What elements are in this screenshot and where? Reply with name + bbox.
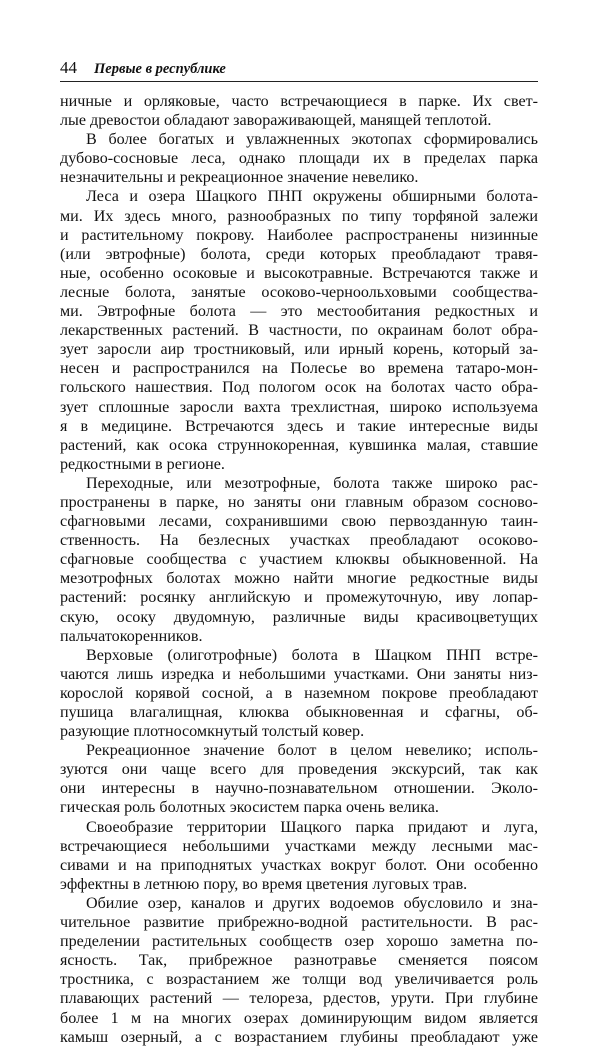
text-line: редкостными в регионе. [60,455,225,473]
paragraph [60,187,538,473]
text-line: тростника, с возрастанием же толщи вод увеличивается роль [60,971,538,989]
text-line: ми. Эвтрофные болота — это местообитания редкостных и [60,303,538,321]
text-line: незначительны и рекреационное значение невелико. [60,169,419,187]
text-line: более 1 м на многих озерах доминирующим видом является [60,1009,538,1027]
text-line: сфагновые сообщества с участием клюквы обыкновенной. На [60,551,538,569]
text-line: ственность. На безлесных участках преобладают осоково- [60,532,538,550]
text-line: несен и распространился на Полесье во времена татаро-мон- [60,360,538,378]
paragraph [60,894,538,1047]
text-line: Рекреационное значение болот в целом невелико; исполь- [86,742,538,760]
text-line: ми. Их здесь много, разнообразных по типу торфяной залежи [60,207,538,225]
text-line: Верховые (олиготрофные) болота в Шацком ПНП встре- [86,646,538,664]
text-line: зует сплошные заросли вахта трехлистная, широко используема [60,398,538,416]
text-line: камыш озерный, а с возрастанием глубины преобладают уже [60,1028,538,1046]
text-line: сфагновыми лесами, сохранившими свою первозданную таин- [60,513,538,531]
text-line: Обилие озер, каналов и других водоемов обусловило и зна- [86,894,538,912]
text-line: дубово-сосновые леса, однако площади их в пределах парка [60,150,538,168]
text-line: пространены в парке, но заняты они главным образом сосново- [60,493,538,511]
text-line: чительное развитие прибрежно-водной растительности. В рас- [60,914,538,932]
text-line: зуются они чаще всего для проведения экскурсий, так как [60,761,538,779]
text-line: лесные болота, занятые осоково-черноольховыми сообщества- [60,283,538,301]
text-line: встречающиеся небольшими участками между лесными мас- [60,837,538,855]
text-line: пушица влагалищная, клюква обыкновенная и сфагны, об- [60,704,538,721]
text-line: лые древостои обладают завораживающей, манящей теплотой. [60,112,492,130]
text-line: разующие плотносомкнутый толстый ковер. [60,723,365,741]
text-line: Своеобразие территории Шацкого парка придают и луга, [86,818,538,836]
text-line: мезотрофных болотах можно найти многие редкостные виды [60,570,538,588]
text-line: ничные и орляковые, часто встречающиеся в парке. Их свет- [60,93,538,110]
text-line: эффектны в летнюю пору, во время цветения луговых трав. [60,875,468,893]
paragraph [60,130,538,187]
text-line: чаются лишь изредка и небольшими участками. Они заняты низ- [60,665,538,683]
text-line: гическая роль болотных экосистем парка очень велика. [60,799,439,817]
text-line: ные, особенно осоковые и высокотравные. Встречаются также и [60,264,538,282]
text-line: пределении растительных сообществ озер хорошо заметна по- [60,933,538,951]
text-line: зует заросли аир тростниковый, или ирный корень, который за- [60,341,538,359]
text-line: ясность. Так, прибрежное разнотравье сменяется поясом [60,952,538,970]
text-line: Леса и озера Шацкого ПНП окружены обширными болота- [86,188,538,206]
text-line: лекарственных растений. В частности, по окраинам болот обра- [60,322,538,340]
text-line: (или эвтрофные) болота, среди которых преобладают травя- [60,245,538,263]
text-line: они интересны в научно-познавательном отношении. Эколо- [60,780,538,798]
running-head [60,58,538,82]
text-line: В более богатых и увлажненных экотопах сформировались [86,131,538,149]
text-line: гольского нашествия. Под пологом осок на болотах часто обра- [60,379,538,397]
text-line: сивами и на приподнятых участках вокруг болот. Они особенно [60,856,538,874]
paragraph [60,474,538,646]
book-page [60,58,538,1047]
text-line: Переходные, или мезотрофные, болота также широко рас- [86,474,538,492]
paragraph [60,741,538,817]
text-line: растений: росянку английскую и промежуточную, иву лопар- [60,589,538,607]
paragraph [60,646,538,741]
text-line: скую, осоку двудомную, различные виды красивоцветущих [60,608,538,626]
text-line: корослой корявой сосной, а в наземном покрове преобладают [60,684,538,702]
text-line: растений, как осока струннокоренная, кувшинка малая, ставшие [60,436,538,454]
section-title: Первые в республике [94,61,226,77]
text-line: и растительному покрову. Наиболее распространены низинные [60,226,538,244]
paragraph [60,818,538,894]
text-line: пальчатокоренников. [60,627,203,645]
paragraph [60,92,538,130]
text-line: я в медицине. Встречаются здесь и такие интересные виды [60,417,538,435]
body-text [60,92,538,1047]
text-line: плавающих растений — телореза, рдестов, урути. При глубине [60,990,538,1008]
page-number: 44 [60,58,77,77]
